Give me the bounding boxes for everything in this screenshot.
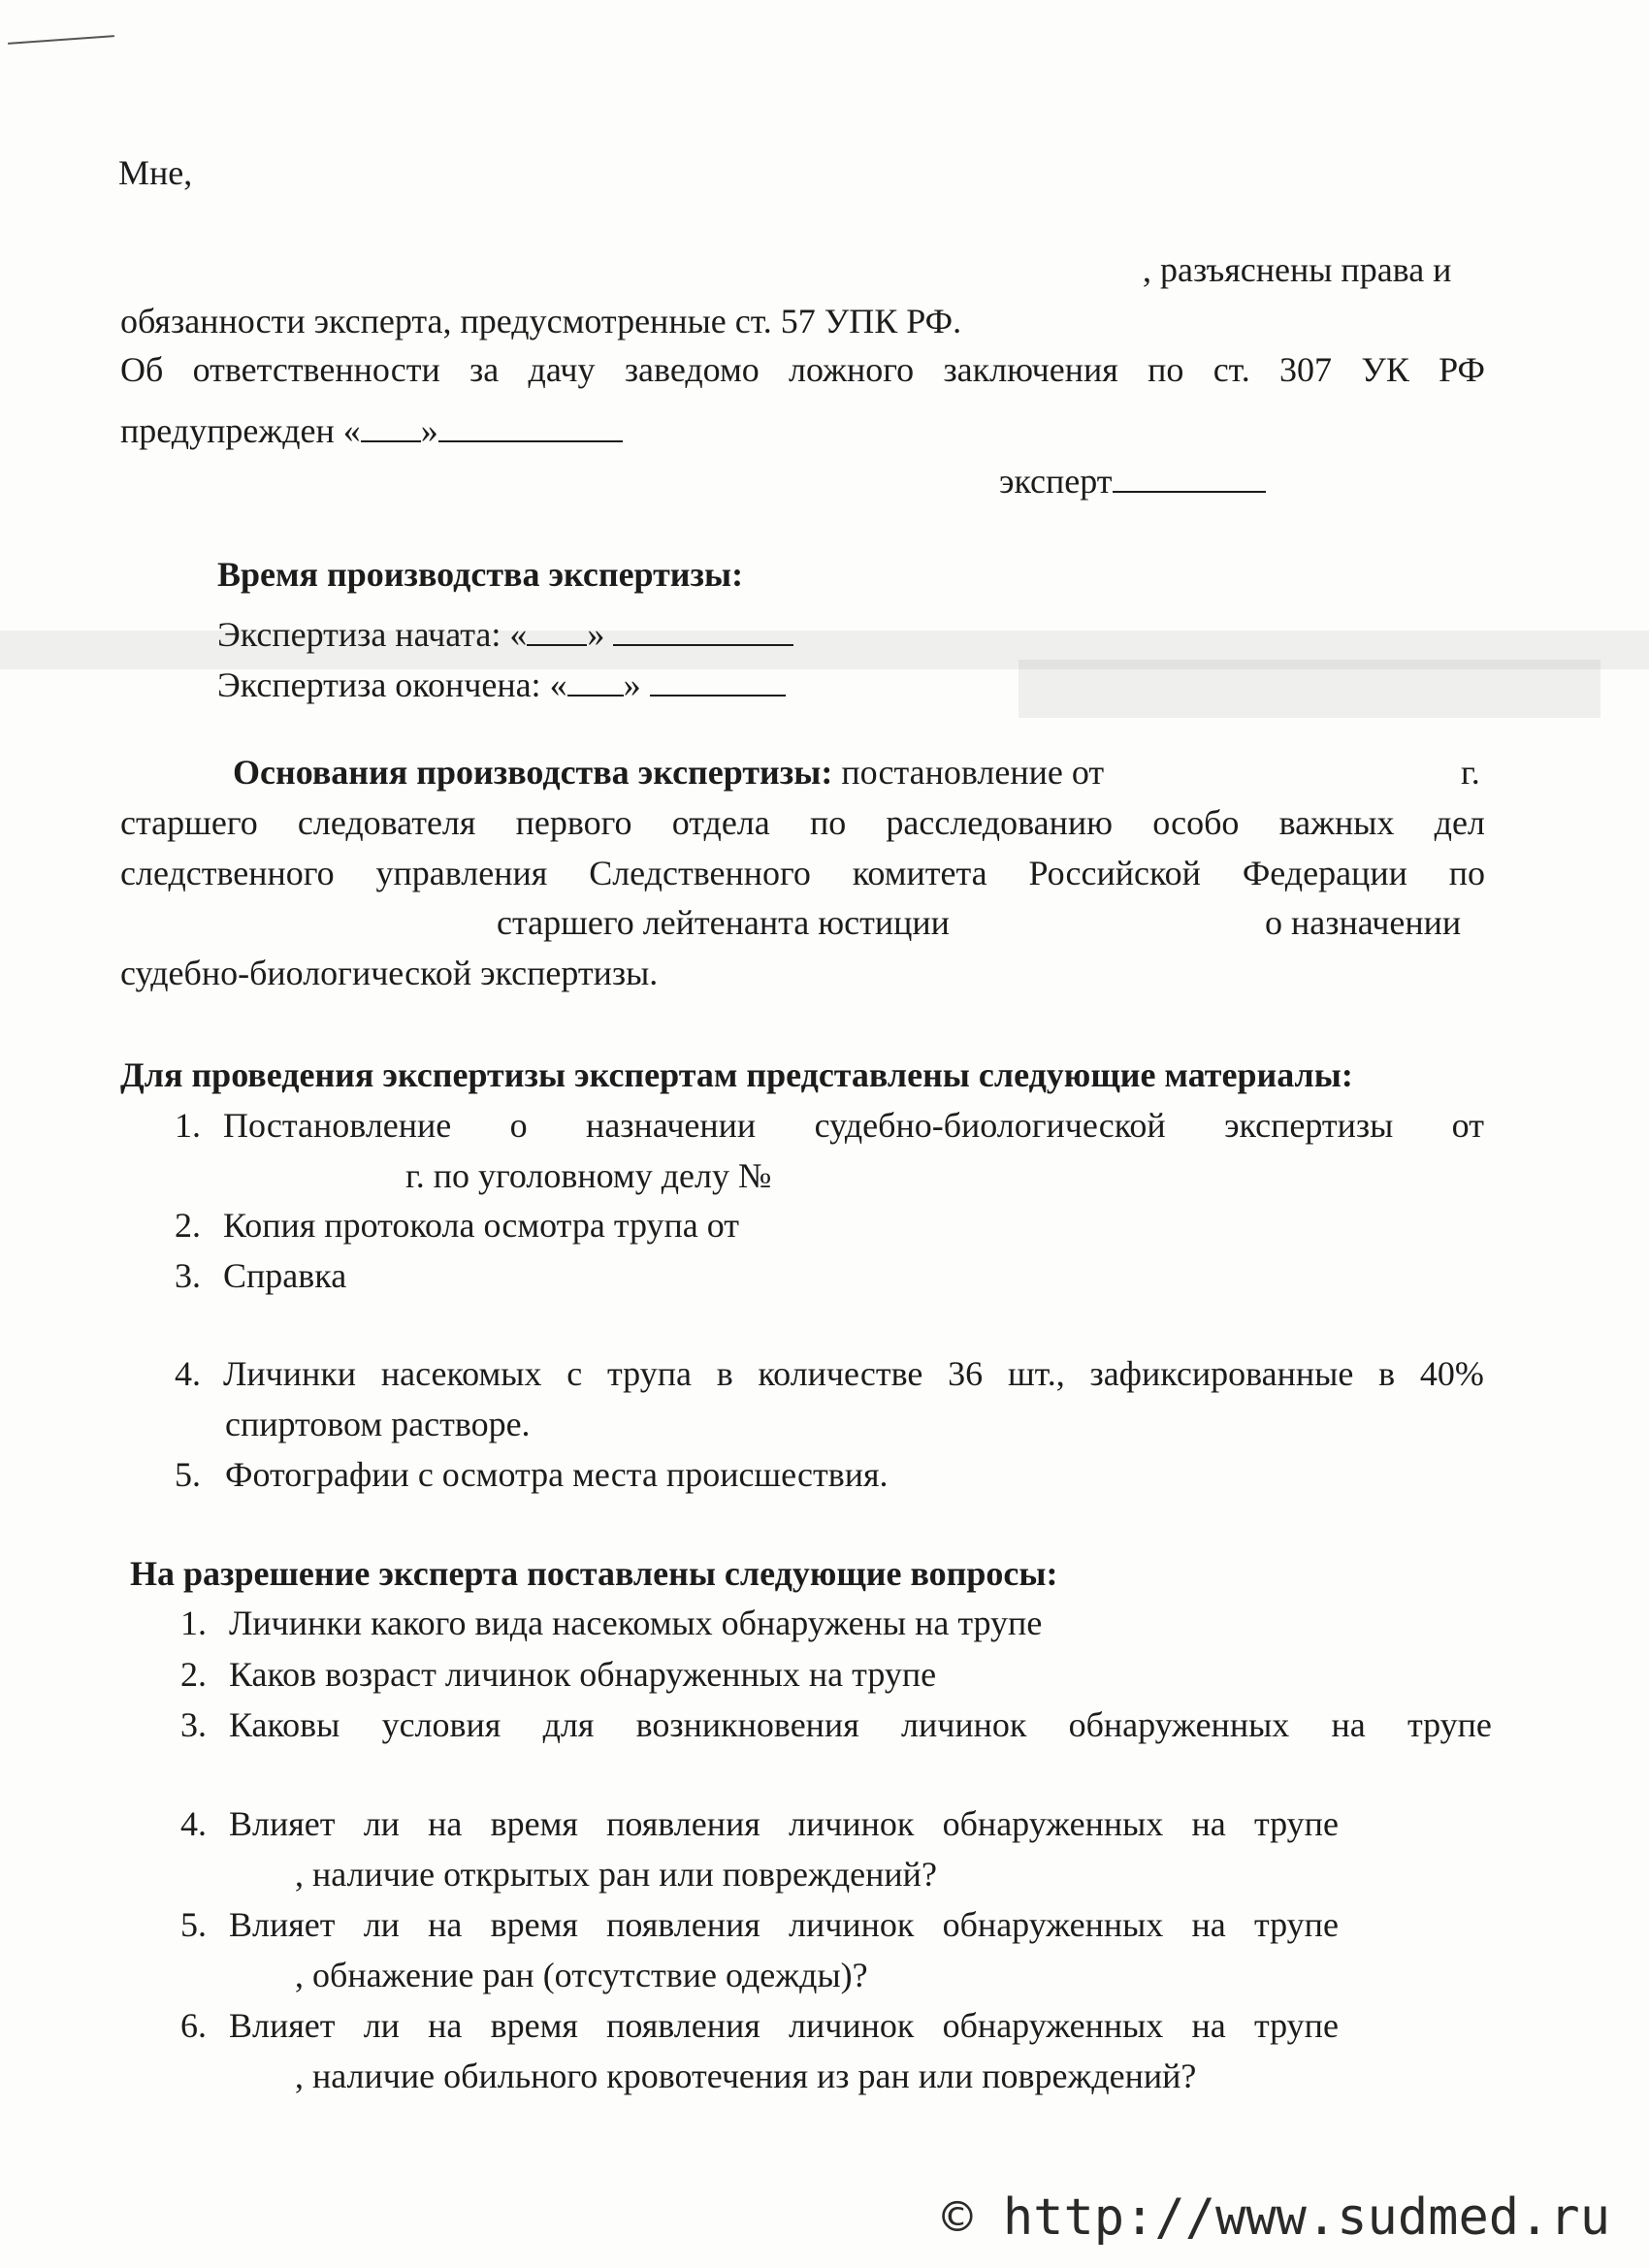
material-num: 5. — [175, 1455, 201, 1494]
expert-signature-line — [999, 456, 1266, 499]
word: трупе — [1253, 1905, 1339, 1944]
word: на — [1191, 2006, 1226, 2045]
signature-blank — [1113, 456, 1266, 493]
material-text: Копия протокола осмотра трупа от — [223, 1206, 740, 1245]
word: особо — [1152, 803, 1240, 842]
word: время — [490, 1905, 578, 1944]
word: в — [1378, 1354, 1396, 1393]
word: ложного — [789, 350, 915, 389]
word: по — [1148, 350, 1184, 389]
word: комитета — [852, 854, 987, 892]
word: на — [428, 1905, 463, 1944]
material-cont: спиртовом растворе. — [225, 1405, 531, 1443]
basis-line2 — [120, 805, 1485, 840]
word: время — [490, 2006, 578, 2045]
word: о — [509, 1106, 528, 1145]
word: обнаруженных — [942, 1804, 1164, 1843]
word: на — [1191, 1905, 1226, 1944]
word: следственного — [120, 854, 335, 892]
question-item — [229, 2008, 1339, 2043]
word: отдела — [671, 803, 770, 842]
word: условия — [381, 1705, 501, 1744]
finished-month-blank — [650, 660, 786, 697]
word: обнаруженных — [942, 2006, 1164, 2045]
word: 307 — [1279, 350, 1333, 389]
scan-artifact — [8, 35, 114, 45]
basis-line4-a: старшего лейтенанта юстиции — [497, 903, 950, 942]
question-item — [229, 1806, 1339, 1841]
word: ли — [363, 1804, 400, 1843]
word: дел — [1434, 803, 1485, 842]
word: Следственного — [589, 854, 811, 892]
question-text: Каков возраст личинок обнаруженных на трупе — [229, 1655, 937, 1694]
word: Влияет — [229, 2006, 336, 2045]
word: РФ — [1439, 350, 1485, 389]
word: ст. — [1212, 350, 1250, 389]
basis-line1-end: г. — [1461, 753, 1480, 792]
word: время — [490, 1804, 578, 1843]
word: трупа — [607, 1354, 692, 1393]
word: Об — [120, 350, 164, 389]
rights-line3 — [120, 352, 1485, 387]
word: с — [566, 1354, 583, 1393]
started-month-blank — [613, 609, 793, 646]
word: в — [716, 1354, 733, 1393]
word: появления — [606, 2006, 760, 2045]
word: на — [428, 2006, 463, 2045]
started-mid: » — [587, 615, 614, 654]
word: количестве — [758, 1354, 923, 1393]
question-num: 5. — [180, 1905, 207, 1944]
word: зафиксированные — [1089, 1354, 1354, 1393]
word: появления — [606, 1905, 760, 1944]
word: на — [1191, 1804, 1226, 1843]
word: за — [469, 350, 500, 389]
word: личинок — [900, 1705, 1027, 1744]
started-line — [217, 609, 793, 652]
warned-prefix: предупрежден « — [120, 411, 361, 450]
material-num: 4. — [175, 1354, 201, 1393]
word: для — [542, 1705, 595, 1744]
questions-heading: На разрешение эксперта поставлены следующие вопросы: — [130, 1554, 1058, 1593]
word: на — [428, 1804, 463, 1843]
question-item — [229, 1907, 1339, 1942]
started-day-blank — [527, 609, 587, 646]
greeting: Мне, — [118, 153, 193, 192]
word: личинок — [789, 1804, 915, 1843]
word: насекомых — [380, 1354, 542, 1393]
material-item — [223, 1356, 1484, 1391]
day-blank — [361, 405, 421, 442]
word: трупе — [1253, 1804, 1339, 1843]
word: трупе — [1406, 1705, 1492, 1744]
question-num: 2. — [180, 1655, 207, 1694]
word: Влияет — [229, 1804, 336, 1843]
scan-noise — [1018, 660, 1600, 718]
word: ли — [363, 1905, 400, 1944]
question-num: 1. — [180, 1604, 207, 1642]
basis-line1 — [233, 755, 1104, 790]
watermark: © http://www.sudmed.ru — [942, 2188, 1610, 2247]
basis-line4-b: о назначении — [1265, 903, 1462, 942]
word: появления — [606, 1804, 760, 1843]
word: шт., — [1007, 1354, 1065, 1393]
material-num: 2. — [175, 1206, 201, 1245]
material-cont: г. по уголовному делу № — [405, 1156, 772, 1195]
finished-day-blank — [567, 660, 624, 697]
word: заведомо — [624, 350, 760, 389]
word: ответственности — [192, 350, 440, 389]
material-item — [223, 1108, 1484, 1143]
word: первого — [515, 803, 632, 842]
material-text: Справка — [223, 1256, 347, 1295]
word: личинок — [789, 1905, 915, 1944]
word: ли — [363, 2006, 400, 2045]
word: на — [1331, 1705, 1366, 1744]
word: возникновения — [635, 1705, 859, 1744]
word: трупе — [1253, 2006, 1339, 2045]
word: УК — [1361, 350, 1409, 389]
word: от — [1451, 1106, 1484, 1145]
started-prefix: Экспертиза начата: « — [217, 615, 528, 654]
word: расследованию — [886, 803, 1114, 842]
finished-prefix: Экспертиза окончена: « — [217, 665, 567, 704]
material-text: Фотографии с осмотра места происшествия. — [225, 1455, 889, 1494]
rights-line2: обязанности эксперта, предусмотренные ст. 57 УПК РФ. — [120, 302, 962, 340]
question-cont: , наличие открытых ран или повреждений? — [295, 1855, 937, 1894]
finished-line — [217, 660, 786, 702]
timing-heading: Время производства экспертизы: — [217, 555, 744, 594]
word: 40% — [1419, 1354, 1484, 1393]
word: обнаруженных — [1068, 1705, 1290, 1744]
question-num: 6. — [180, 2006, 207, 2045]
basis-line3 — [120, 856, 1485, 891]
word: важных — [1278, 803, 1395, 842]
rights-line1-tail: , разъяснены права и — [1143, 250, 1452, 289]
material-num: 3. — [175, 1256, 201, 1295]
question-num: 3. — [180, 1705, 207, 1744]
word: экспертизы — [1224, 1106, 1394, 1145]
word: дачу — [528, 350, 596, 389]
word: следователя — [297, 803, 476, 842]
word: старшего — [120, 803, 258, 842]
question-item — [229, 1707, 1492, 1742]
basis-heading: Основания производства экспертизы: — [233, 753, 833, 792]
word: управления — [375, 854, 548, 892]
word: Влияет — [229, 1905, 336, 1944]
word: по — [1448, 854, 1485, 892]
word: личинок — [789, 2006, 915, 2045]
warned-mid: » — [420, 411, 438, 450]
word: Каковы — [229, 1705, 340, 1744]
material-num: 1. — [175, 1106, 201, 1145]
word: назначении — [586, 1106, 757, 1145]
question-cont: , наличие обильного кровотечения из ран или повреждений? — [295, 2057, 1197, 2095]
warned-line — [120, 405, 623, 448]
word: Российской — [1028, 854, 1201, 892]
materials-heading: Для проведения экспертизы экспертам представлены следующие материалы: — [120, 1055, 1353, 1094]
word: по — [809, 803, 847, 842]
word: Федерации — [1242, 854, 1407, 892]
question-text: Личинки какого вида насекомых обнаружены на трупе — [229, 1604, 1043, 1642]
word: 36 — [948, 1354, 984, 1393]
question-cont: , обнажение ран (отсутствие одежды)? — [295, 1956, 868, 1994]
finished-mid: » — [623, 665, 650, 704]
word: Личинки — [223, 1354, 357, 1393]
word: обнаруженных — [942, 1905, 1164, 1944]
word: судебно-биологической — [814, 1106, 1166, 1145]
word: заключения — [943, 350, 1118, 389]
word: Постановление — [223, 1106, 452, 1145]
question-num: 4. — [180, 1804, 207, 1843]
month-blank — [438, 405, 623, 442]
expert-label: эксперт — [999, 462, 1113, 501]
basis-line5: судебно-биологической экспертизы. — [120, 954, 659, 992]
basis-line1-rest: постановление от — [841, 753, 1105, 792]
